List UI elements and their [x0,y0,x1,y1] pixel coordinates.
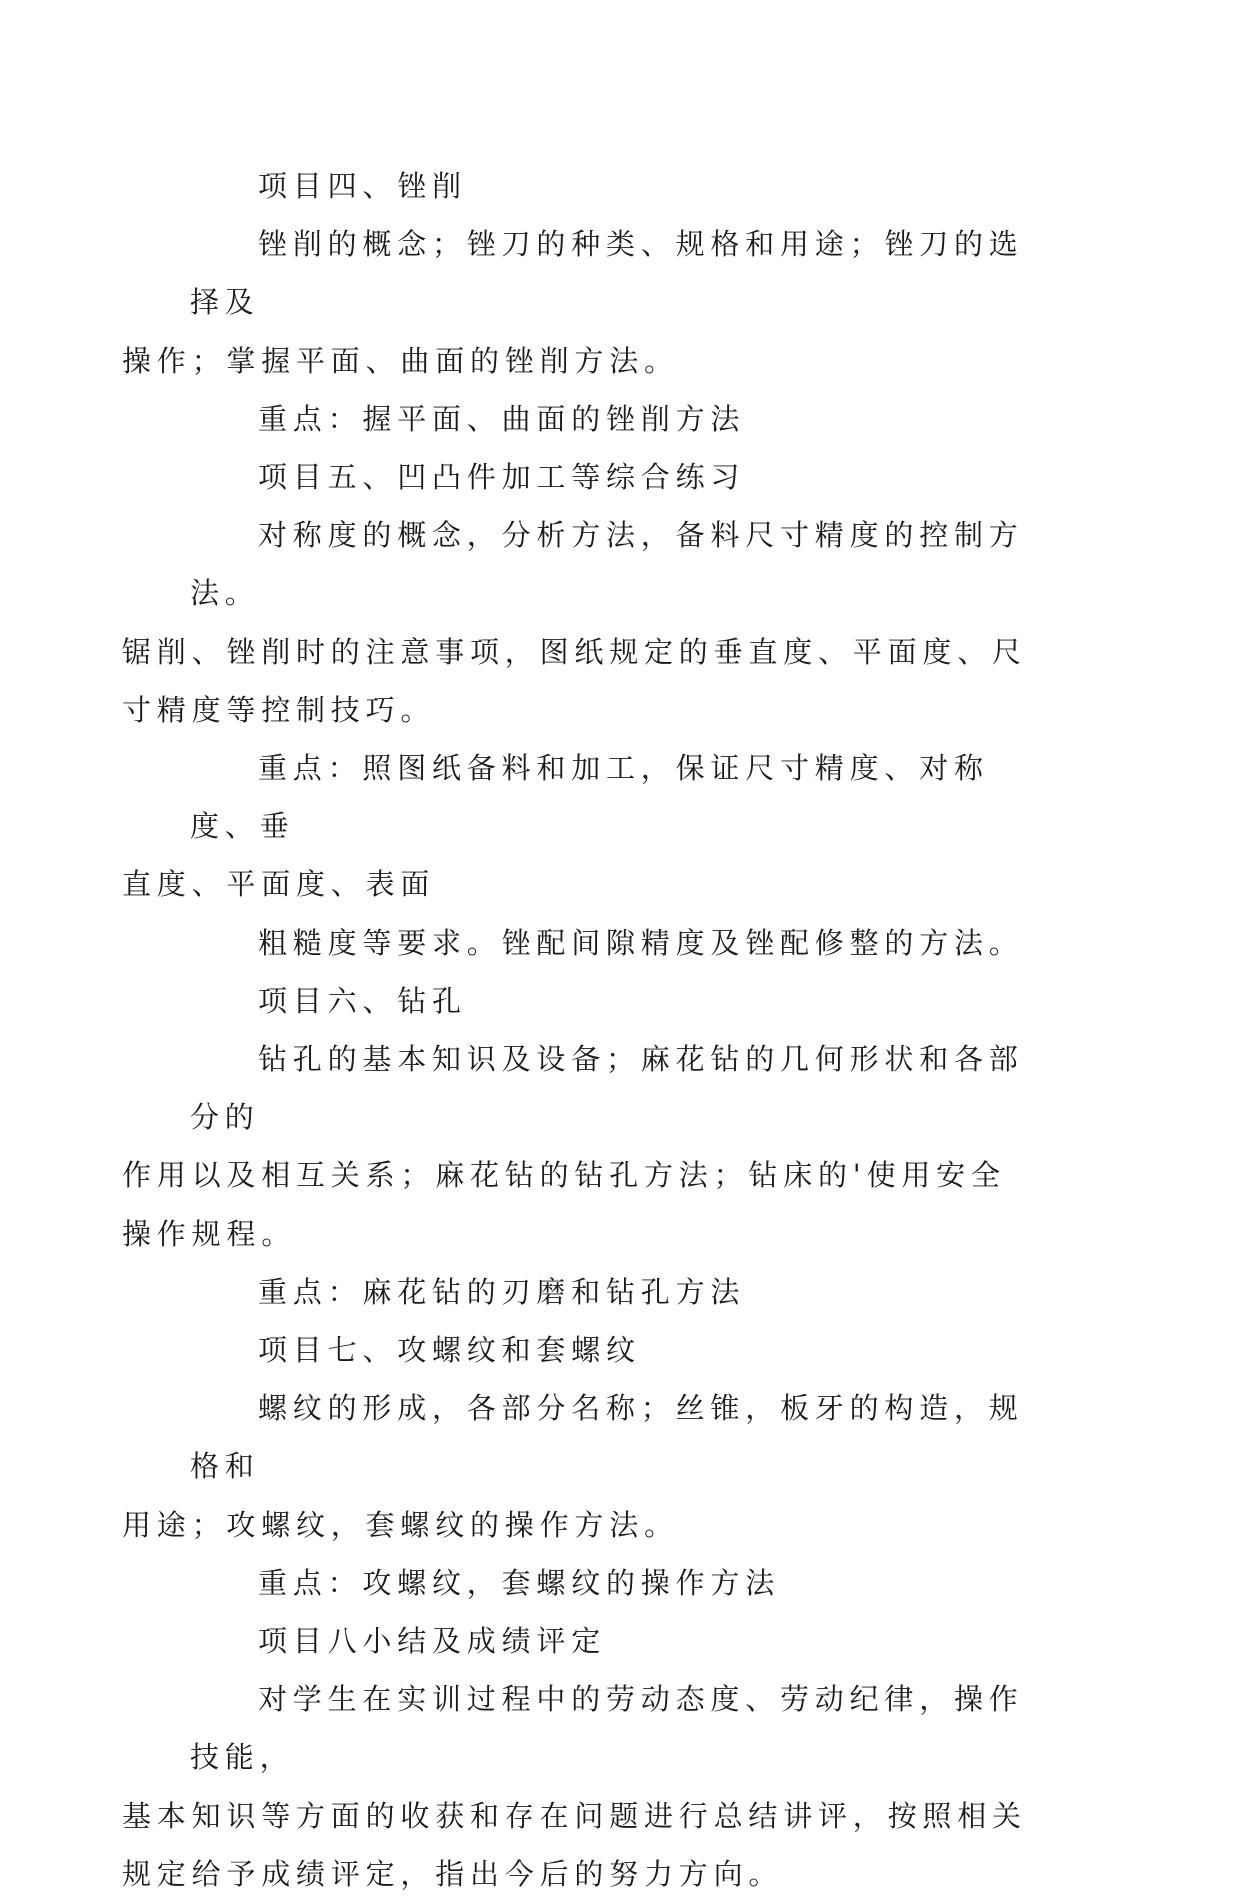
paragraph-line: 基本知识等方面的收获和存在问题进行总结讲评，按照相关 [122,1798,1027,1833]
paragraph-line: 寸精度等控制技巧。 [122,692,436,727]
paragraph [122,1379,1052,1554]
paragraph-line: 对称度的概念，分析方法，备料尺寸精度的控制方法。 [190,518,1024,611]
paragraph [190,1554,1052,1612]
paragraph [190,972,1052,1030]
paragraph-line: 锉削的概念；锉刀的种类、规格和用途；锉刀的选择及 [190,227,1024,320]
paragraph [190,1263,1052,1321]
paragraph-line: 重点：照图纸备料和加工，保证尺寸精度、对称度、垂 [190,751,989,844]
paragraph [122,739,1052,914]
paragraph-line: 项目四、锉削 [258,169,467,203]
paragraph [190,157,1052,215]
paragraph-line: 操作规程。 [122,1216,297,1251]
paragraph-line: 重点：攻螺纹，套螺纹的操作方法 [258,1565,781,1600]
paragraph-line: 螺纹的形成，各部分名称；丝锥，板牙的构造，规格和 [190,1391,1024,1484]
paragraph-line: 重点：握平面、曲面的锉削方法 [258,401,746,436]
paragraph-line: 项目七、攻螺纹和套螺纹 [258,1333,641,1368]
paragraph [190,390,1052,448]
paragraph-line: 作用以及相互关系；麻花钻的钻孔方法；钻床的'使用安全 [122,1158,1006,1193]
paragraph-line: 项目八小结及成绩评定 [258,1624,607,1659]
paragraph-line: 操作；掌握平面、曲面的锉削方法。 [122,343,679,378]
paragraph [190,914,1052,972]
paragraph [190,1612,1052,1670]
paragraph [122,506,1052,739]
paragraph [190,448,1052,506]
paragraph-line: 粗糙度等要求。锉配间隙精度及锉配修整的方法。 [258,925,1024,960]
paragraph-line: 项目五、凹凸件加工等综合练习 [258,460,746,495]
paragraph [122,1030,1052,1263]
paragraph-line: 规定给予成绩评定，指出今后的努力方向。 [122,1856,784,1891]
paragraph-line: 用途；攻螺纹，套螺纹的操作方法。 [122,1507,679,1542]
paragraph-line: 钻孔的基本知识及设备；麻花钻的几何形状和各部分的 [190,1042,1024,1135]
paragraph-line: 项目六、钻孔 [258,983,467,1018]
paragraph-line: 锯削、锉削时的注意事项，图纸规定的垂直度、平面度、尺 [122,634,1027,669]
paragraph-line: 对学生在实训过程中的劳动态度、劳动纪律，操作技能， [190,1682,1024,1775]
paragraph [122,215,1052,390]
paragraph-line: 重点：麻花钻的刃磨和钻孔方法 [258,1274,746,1309]
paragraph [122,1670,1052,1903]
paragraph [190,1321,1052,1379]
document-body [122,157,1052,1903]
paragraph-line: 直度、平面度、表面 [122,867,436,902]
